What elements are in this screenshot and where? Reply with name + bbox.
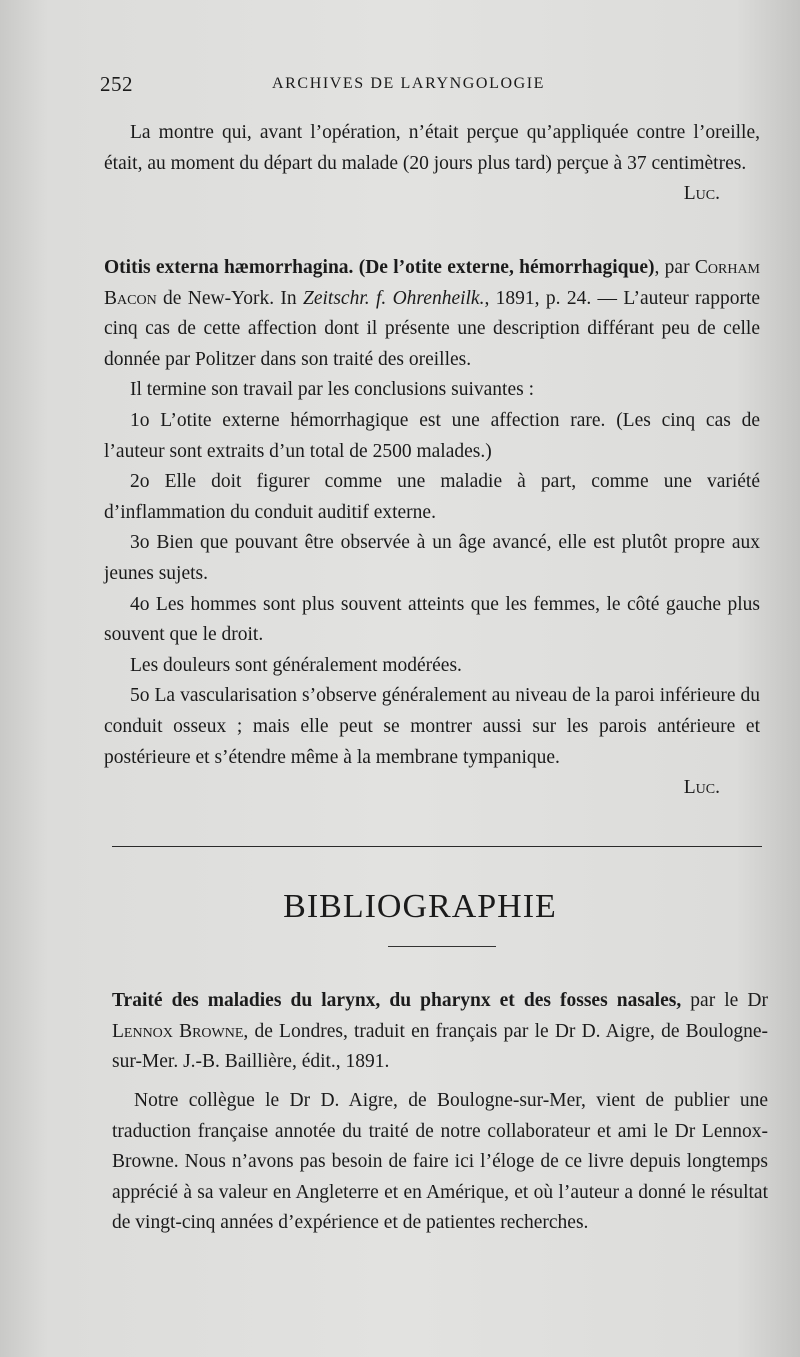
article-2 [104, 253, 760, 804]
article-2-paragraph-0: Il termine son travail par les conclusions suivantes : [130, 379, 534, 401]
article-2-paragraph-3: 3o Bien que pouvant être observée à un âge avancé, elle est plutôt propre aux jeunes sujets. [104, 532, 760, 584]
article-2-citation-rest: , 1891, p. 24. — L’auteur rapporte cinq cas de cette affection dont il présente une description différant peu de celle donnée par Politzer dans son traité des oreilles. [104, 287, 761, 370]
page-number: 252 [100, 72, 133, 96]
article-2-title-fr: (De l’otite externe, hémorrhagique) [358, 257, 655, 278]
section-title-underline [388, 946, 496, 947]
article-2-paragraph-5: Les douleurs sont généralement modérées. [130, 654, 462, 676]
article-2-author-place: de New-York. In [163, 287, 297, 309]
article-1-signature: Luc. [683, 183, 720, 205]
article-2-paragraph-4: 4o Les hommes sont plus souvent atteints que les femmes, le côté gauche plus souvent que le droit. [104, 593, 760, 646]
article-2-paragraph-2: 2o Elle doit figurer comme une maladie à part, comme une variété d’inflammation du conduit auditif externe. [104, 471, 760, 523]
bibliography-entry [112, 986, 768, 1078]
bibliography-review-paragraph: Notre collègue le Dr D. Aigre, de Boulogne-sur-Mer, vient de publier une traduction française annotée du traité de notre collaborateur et ami le Dr Lennox-Browne. Nous n’avons pas besoin de faire ici l’éloge de ce livre depuis longtemps apprécié à sa valeur en Angleterre et en Amérique, et où l’auteur a donné le résultat de vingt-cinq années d’expérience et de patientes recherches. [112, 1090, 768, 1234]
bibliography-title: Traité des maladies du larynx, du pharynx et des fosses nasales, [112, 990, 682, 1011]
article-2-par: , par [654, 257, 690, 278]
section-title: BIBLIOGRAPHIE [283, 888, 557, 925]
bibliography-by: par le Dr [681, 990, 768, 1011]
section-divider-rule [112, 846, 762, 847]
article-2-paragraph-1: 1o L’otite externe hémorrhagique est une affection rare. (Les cinq cas de l’auteur sont extraits d’un total de 2500 malades.) [104, 409, 760, 462]
running-head [100, 72, 600, 102]
article-1-paragraph: La montre qui, avant l’opération, n’était perçue qu’appliquée contre l’oreille, était, au moment du départ du malade (20 jours plus tard) perçue à 37 centimètres. [104, 122, 760, 174]
article-2-citation [104, 253, 760, 375]
bibliography-review [112, 1086, 768, 1239]
article-1 [104, 118, 760, 210]
journal-title: ARCHIVES DE LARYNGOLOGIE [272, 75, 546, 92]
article-2-title: Otitis externa hæmorrhagina. [104, 257, 354, 278]
article-2-author: Corham Bacon [104, 257, 760, 309]
bibliography-author: Lennox Browne [112, 1020, 244, 1042]
article-2-paragraph-6: 5o La vascularisation s’observe généralement au niveau de la paroi inférieure du conduit osseux ; mais elle peut se montrer aussi sur les parois antérieure et postérieure et s’étendre même à la membrane tympanique. [104, 685, 760, 768]
bibliography-details: , de Londres, traduit en français par le Dr D. Aigre, de Boulogne-sur-Mer. J.-B. Baillière, édit., 1891. [112, 1020, 768, 1073]
article-2-journal: Zeitschr. f. Ohrenheilk. [303, 287, 485, 309]
article-2-signature: Luc. [683, 777, 720, 799]
